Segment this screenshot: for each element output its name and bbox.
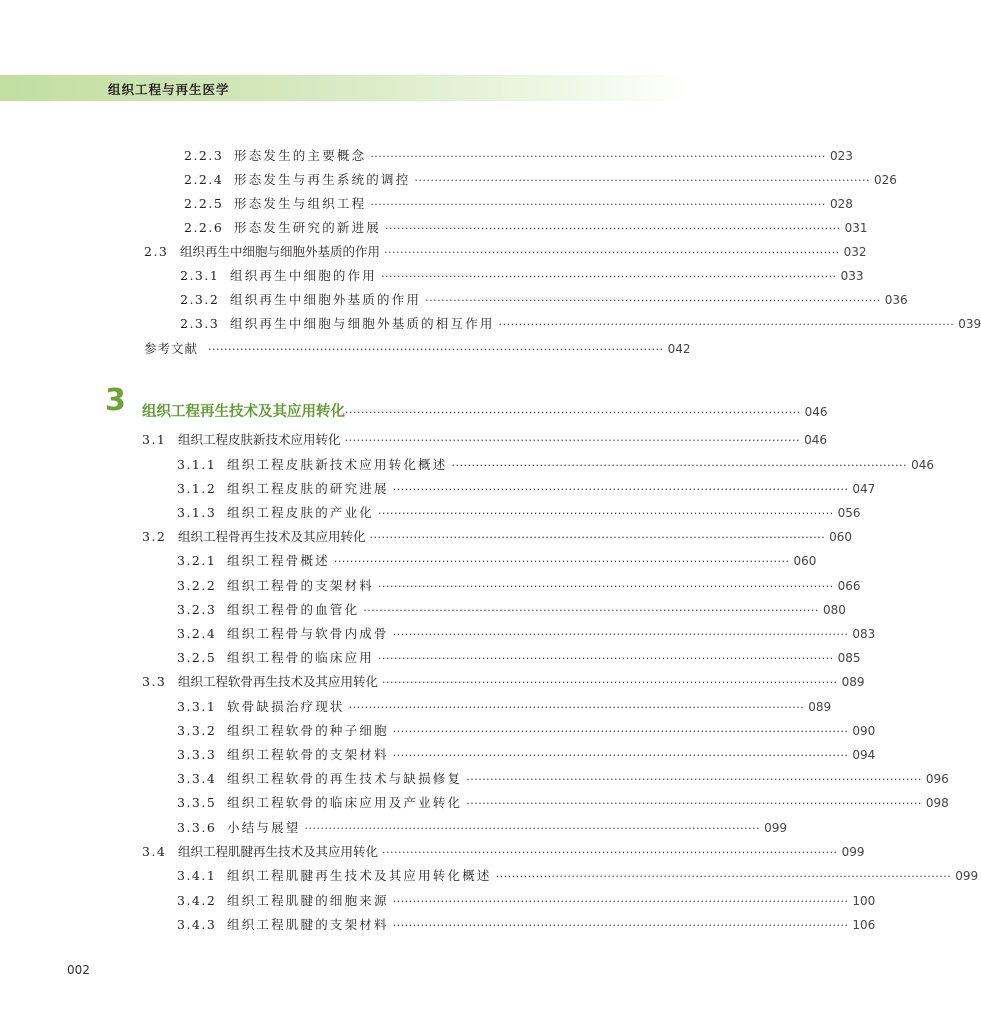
dot-leader: ·················································································································· <box>382 846 838 859</box>
dot-leader: ·················································································································· <box>208 343 664 356</box>
toc-entry[interactable] <box>142 430 828 450</box>
toc-entry-number: 2.3.3 <box>180 316 220 331</box>
toc-entry-page: 089 <box>808 700 832 714</box>
toc-entry[interactable] <box>180 266 864 286</box>
toc-entry-number: 2.2.3 <box>184 148 224 163</box>
dot-leader: ·················································································································· <box>333 555 790 568</box>
dot-leader: ·················································································································· <box>392 919 849 932</box>
toc-entry[interactable] <box>177 576 861 596</box>
toc-entry[interactable] <box>184 194 853 214</box>
toc-entry-page: 032 <box>843 245 867 259</box>
dot-leader: ·················································································································· <box>498 318 955 331</box>
dot-leader: ·················································································································· <box>425 294 881 307</box>
toc-entry-page: 036 <box>884 293 908 307</box>
toc-entry-number: 2.2.4 <box>184 172 224 187</box>
dot-leader: ·················································································································· <box>363 604 819 617</box>
toc-entry[interactable] <box>142 842 865 862</box>
toc-entry[interactable] <box>177 455 935 475</box>
toc-entry-page: 096 <box>925 772 949 786</box>
toc-entry-number: 2.3.2 <box>180 292 220 307</box>
toc-entry-title: 形态发生的主要概念 <box>234 148 367 163</box>
toc-entry[interactable] <box>144 242 867 262</box>
toc-entry-number: 3.3 <box>142 674 167 689</box>
toc-entry-title: 组织工程皮肤新技术应用转化概述 <box>227 457 448 472</box>
toc-entry-title: 组织工程软骨的种子细胞 <box>227 723 389 738</box>
toc-entry[interactable] <box>177 818 788 838</box>
toc-entry-page: 099 <box>764 821 788 835</box>
dot-leader: ·················································································································· <box>466 773 922 786</box>
toc-entry-title: 组织工程软骨的支架材料 <box>227 747 389 762</box>
toc-entry-page: 066 <box>837 579 861 593</box>
toc-entry-page: 098 <box>925 796 949 810</box>
chapter-number: 3 <box>105 383 126 418</box>
toc-entry-title: 组织工程肌腱的细胞来源 <box>227 893 389 908</box>
toc-entry-page: 060 <box>829 530 853 544</box>
toc-entry-page: 083 <box>852 627 876 641</box>
toc-entry-page: 047 <box>852 482 876 496</box>
toc-entry-page: 060 <box>793 554 817 568</box>
dot-leader: ·················································································································· <box>370 198 826 211</box>
dot-leader: ·················································································································· <box>392 725 849 738</box>
toc-entry[interactable] <box>177 745 876 765</box>
toc-entry-number: 3.3.3 <box>177 747 217 762</box>
toc-entry[interactable] <box>184 146 853 166</box>
toc-entry-title: 组织工程骨概述 <box>227 553 330 568</box>
dot-leader: ·················································································································· <box>348 701 805 714</box>
toc-entry-page: 106 <box>852 918 876 932</box>
dot-leader: ·················································································································· <box>345 406 801 419</box>
toc-entry-page: 023 <box>829 149 853 163</box>
toc-entry-number: 3.4 <box>142 844 167 859</box>
toc-chapter-entry[interactable] <box>142 400 828 420</box>
toc-entry-number: 3.3.5 <box>177 795 217 810</box>
header-band <box>0 75 690 101</box>
toc-entry-number: 3.2.2 <box>177 578 217 593</box>
toc-entry-number: 3.3.2 <box>177 723 217 738</box>
toc-entry[interactable] <box>177 697 832 717</box>
running-header-title: 组织工程与再生医学 <box>108 82 230 97</box>
dot-leader: ·················································································································· <box>381 270 837 283</box>
toc-entry[interactable] <box>180 290 908 310</box>
toc-entry-references[interactable] <box>144 339 691 359</box>
toc-entry-page: 099 <box>955 869 979 883</box>
toc-entry-page: 046 <box>804 405 828 419</box>
toc-entry-number: 3.2.1 <box>177 553 217 568</box>
dot-leader: ·················································································································· <box>384 246 840 259</box>
dot-leader: ·················································································································· <box>304 822 761 835</box>
toc-entry-number: 2.2.6 <box>184 220 224 235</box>
toc-entry-page: 046 <box>804 433 828 447</box>
toc-entry-title: 组织再生中细胞的作用 <box>230 268 378 283</box>
toc-entry-page: 026 <box>874 173 897 187</box>
toc-entry-number: 3.4.1 <box>177 868 217 883</box>
dot-leader: ·················································································································· <box>495 870 952 883</box>
dot-leader: ·················································································································· <box>378 580 834 593</box>
toc-entry-title: 组织工程肌腱再生技术及其应用转化概述 <box>227 868 492 883</box>
toc-entry-title: 组织工程肌腱再生技术及其应用转化 <box>178 844 379 859</box>
toc-entry[interactable] <box>142 527 853 547</box>
toc-entry-number: 3.2.4 <box>177 626 217 641</box>
toc-entry-page: 099 <box>841 845 865 859</box>
toc-entry[interactable] <box>177 915 876 935</box>
toc-entry[interactable] <box>177 866 979 886</box>
toc-entry-page: 090 <box>852 724 876 738</box>
dot-leader: ·················································································································· <box>370 150 826 163</box>
toc-entry[interactable] <box>177 648 861 668</box>
toc-entry-title: 组织工程骨再生技术及其应用转化 <box>178 529 366 544</box>
toc-entry-number: 3.1.2 <box>177 481 217 496</box>
dot-leader: ·················································································································· <box>451 459 908 472</box>
toc-entry-title: 小结与展望 <box>227 820 301 835</box>
toc-entry[interactable] <box>177 891 876 911</box>
toc-entry-title: 组织工程骨的支架材料 <box>227 578 375 593</box>
dot-leader: ·················································································································· <box>369 531 826 544</box>
toc-entry-page: 080 <box>822 603 846 617</box>
toc-entry-page: 033 <box>840 269 864 283</box>
toc-entry-page: 031 <box>844 221 868 235</box>
toc-entry-number: 3.3.6 <box>177 820 217 835</box>
toc-entry-title: 组织再生中细胞与细胞外基质的作用 <box>180 244 381 259</box>
toc-entry-number: 3.3.4 <box>177 771 217 786</box>
toc-entry-number: 3.3.1 <box>177 699 217 714</box>
toc-entry[interactable] <box>184 170 897 190</box>
toc-entry-number: 3.4.3 <box>177 917 217 932</box>
toc-entry-number: 3.1 <box>142 432 167 447</box>
toc-entry-number: 3.4.2 <box>177 893 217 908</box>
toc-entry-number: 3.2 <box>142 529 167 544</box>
toc-entry-title: 组织再生中细胞外基质的作用 <box>230 292 422 307</box>
dot-leader: ·················································································································· <box>392 895 849 908</box>
toc-entry[interactable] <box>177 624 876 644</box>
toc-entry[interactable] <box>177 503 861 523</box>
toc-entry[interactable] <box>177 600 846 620</box>
toc-entry-title: 组织工程骨的临床应用 <box>227 650 375 665</box>
toc-entry-page: 028 <box>829 197 853 211</box>
toc-entry[interactable] <box>177 551 817 571</box>
toc-entry-title: 软骨缺损治疗现状 <box>227 699 345 714</box>
toc-entry-title: 组织工程软骨的临床应用及产业转化 <box>227 795 463 810</box>
toc-entry[interactable] <box>177 769 949 789</box>
toc-entry[interactable] <box>180 314 981 334</box>
toc-entry-number: 3.2.5 <box>177 650 217 665</box>
toc-entry-title: 组织工程皮肤的研究进展 <box>227 481 389 496</box>
toc-entry-title: 形态发生与组织工程 <box>234 196 367 211</box>
toc-entry-number: 3.1.3 <box>177 505 217 520</box>
dot-leader: ·················································································································· <box>414 174 871 187</box>
toc-entry[interactable] <box>177 479 876 499</box>
footer-page-number: 002 <box>67 963 90 977</box>
toc-entry-page: 085 <box>837 651 861 665</box>
toc-entry-title: 组织工程皮肤新技术应用转化 <box>178 432 341 447</box>
toc-entry-title: 组织工程骨的血管化 <box>227 602 360 617</box>
dot-leader: ·················································································································· <box>466 797 922 810</box>
toc-entry-page: 039 <box>958 317 981 331</box>
dot-leader: ·················································································································· <box>382 676 838 689</box>
toc-entry-title: 参考文献 <box>144 341 199 356</box>
toc-entry-number: 2.2.5 <box>184 196 224 211</box>
toc-entry-title: 组织工程软骨的再生技术与缺损修复 <box>227 771 463 786</box>
toc-entry-page: 056 <box>837 506 861 520</box>
toc-entry[interactable] <box>184 218 868 238</box>
toc-entry-number: 3.2.3 <box>177 602 217 617</box>
toc-entry-number: 3.1.1 <box>177 457 217 472</box>
toc-entry-title: 形态发生研究的新进展 <box>234 220 382 235</box>
toc-entry-page: 100 <box>852 894 876 908</box>
dot-leader: ·················································································································· <box>378 507 834 520</box>
toc-entry-number: 2.3.1 <box>180 268 220 283</box>
toc-chapter-title: 组织工程再生技术及其应用转化 <box>142 404 345 420</box>
toc-entry-title: 形态发生与再生系统的调控 <box>234 172 411 187</box>
toc-entry[interactable] <box>177 721 876 741</box>
toc-entry-title: 组织再生中细胞与细胞外基质的相互作用 <box>230 316 495 331</box>
dot-leader: ·················································································································· <box>392 483 849 496</box>
dot-leader: ·················································································································· <box>392 628 849 641</box>
toc-entry-number: 2.3 <box>144 244 169 259</box>
dot-leader: ·················································································································· <box>385 222 841 235</box>
toc-entry-page: 046 <box>911 458 935 472</box>
toc-entry[interactable] <box>142 672 865 692</box>
toc-entry-title: 组织工程肌腱的支架材料 <box>227 917 389 932</box>
toc-entry-page: 089 <box>841 675 865 689</box>
dot-leader: ·················································································································· <box>378 652 834 665</box>
toc-entry[interactable] <box>177 793 949 813</box>
toc-entry-page: 094 <box>852 748 876 762</box>
toc-entry-title: 组织工程骨与软骨内成骨 <box>227 626 389 641</box>
toc-entry-page: 042 <box>667 342 691 356</box>
toc-entry-title: 组织工程皮肤的产业化 <box>227 505 375 520</box>
dot-leader: ·················································································································· <box>392 749 849 762</box>
dot-leader: ·················································································································· <box>344 434 801 447</box>
toc-entry-title: 组织工程软骨再生技术及其应用转化 <box>178 674 379 689</box>
